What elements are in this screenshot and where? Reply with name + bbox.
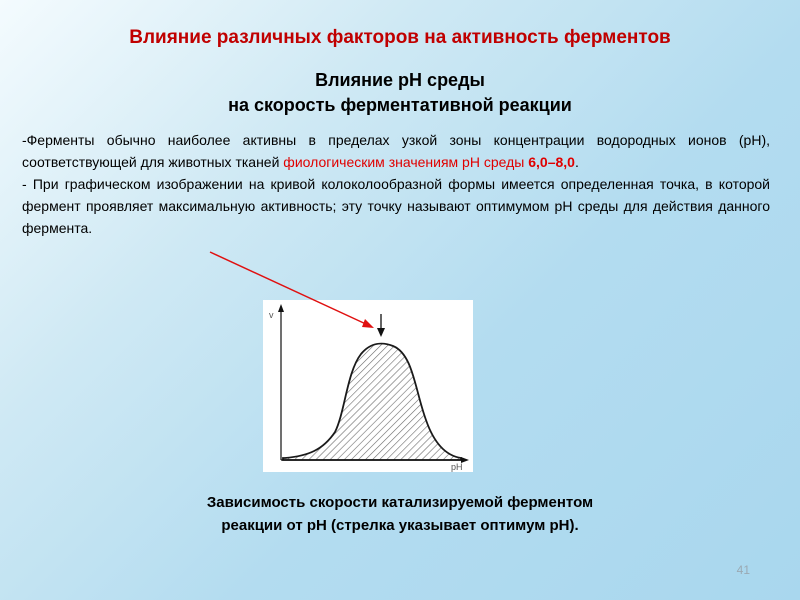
- pointer-arrowhead-icon: [362, 319, 374, 328]
- pointer-line: [210, 252, 368, 325]
- subtitle-line-2: на скорость ферментативной реакции: [228, 95, 572, 115]
- y-axis-label: v: [269, 310, 274, 320]
- paragraph-1-ph-range: 6,0–8,0: [528, 154, 575, 170]
- subtitle-line-1: Влияние pH среды: [315, 70, 485, 90]
- paragraph-2: - При графическом изображении на кривой колоколообразной формы имеется определенная точка, в которой фермент проявляет максимальную активность; эту точку называют оптимумом pH среды для действия данного фермента.: [22, 176, 770, 236]
- x-axis-label: pH: [451, 462, 463, 472]
- caption-line-2: реакции от pH (стрелка указывает оптимум pH).: [221, 517, 579, 534]
- paragraph-1-text: -Ферменты обычно наиболее активны в пределах узкой зоны концентрации водородных ионов (pH), соответствующей для животных тканей: [22, 132, 770, 170]
- caption-line-1: Зависимость скорости катализируемой ферментом: [206, 494, 594, 511]
- slide-title: Влияние различных факторов на активность ферментов: [129, 27, 671, 48]
- paragraph-1-end: .: [574, 154, 579, 170]
- figure-caption: [150, 491, 650, 537]
- page-number: 41: [736, 563, 750, 577]
- paragraph-1-highlight: фиологическим значениям pH среды: [283, 154, 525, 170]
